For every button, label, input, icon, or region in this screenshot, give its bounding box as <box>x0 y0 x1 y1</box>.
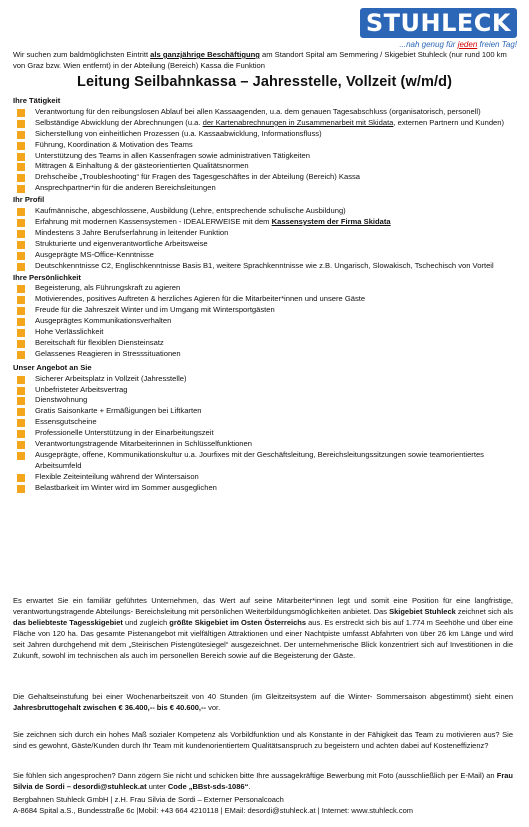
candidate-question-paragraph: Sie zeichnen sich durch ein hohes Maß sozialer Kompetenz als Vorbildfunktion und als Konstante in der Fähigkeit das Team zu motivieren aus? Sie sind es gewohnt, Gäste/Kunden durch Ihr Team mit kundenorientiertem Qualitätsanspruch zu begeistern und achten dabei auf Kosteneffizienz? <box>13 730 513 750</box>
list-item: Professionelle Unterstützung in der Einarbeitungszeit <box>13 428 513 439</box>
list-item: Selbständige Abwicklung der Abrechnungen (u.a. der Kartenabrechnungen in Zusammenarbeit mit Skidata, externen Partnern und Kunden) <box>13 118 513 129</box>
footer-contact-line-1: Bergbahnen Stuhleck GmbH | z.H. Frau Silvia de Sordi – Externer Personalcoach <box>13 795 284 804</box>
list-item: Begeisterung, als Führungskraft zu agieren <box>13 283 513 294</box>
list-item: Gelassenes Reagieren in Stresssituationen <box>13 349 513 360</box>
list-item: Verantwortungstragende Mitarbeiterinnen in Schlüsselfunktionen <box>13 439 513 450</box>
list-item: Kaufmännische, abgeschlossene, Ausbildung (Lehre, entsprechende schulische Ausbildung) <box>13 206 513 217</box>
list-item: Hohe Verlässlichkeit <box>13 327 513 338</box>
list-item: Ausgeprägte MS-Office-Kenntnisse <box>13 250 513 261</box>
list-item: Führung, Koordination & Motivation des Teams <box>13 140 513 151</box>
list-item: Sicherstellung von einheitlichen Prozessen (u.a. Kassaabwicklung, Informationsfluss) <box>13 129 513 140</box>
list-item: Verantwortung für den reibungslosen Ablauf bei allen Kassaagenden, u.a. dem genauen Tagesabschluss (organisatorisch, personell) <box>13 107 513 118</box>
list-item: Unterstützung des Teams in allen Kassenfragen sowie administrativen Tätigkeiten <box>13 151 513 162</box>
profil-list <box>13 206 513 271</box>
list-item: Mittragen & Einhaltung & der gästeorientierten Qualitätsnormen <box>13 161 513 172</box>
intro-text: Wir suchen zum baldmöglichsten Eintritt als ganzjährige Beschäftigung am Standort Spital am Semmering / Skigebiet Stuhleck (nur rund 100 km von Graz bzw. Wien entfernt) in der Abteilung (Bereich) Kassa die Funktion <box>13 50 507 70</box>
logo-tagline: ...nah genug für jeden freien Tag! <box>399 40 517 49</box>
list-item: Drehscheibe „Troubleshooting“ für Fragen des Tagesgeschäftes in der Abteilung (Bereich) Kassa <box>13 172 513 183</box>
company-description: Es erwartet Sie ein familiär geführtes Unternehmen, das Wert auf seine Mitarbeiter*innen legt und somit eine Position für eine langfristige, verantwortungstragende Abteilungs- Bereichsleitung mit persönlichen Weiterbildungsmöglichkeiten anbietet. Das Skigebiet Stuhleck zeichnet sich als das beliebteste Tagesskigebiet und zugleich größte Skigebiet im Osten Österreichs aus. Es erstreckt sich bis auf 1.774 m Seehöhe und über eine Fläche von 120 ha. Das gesamte Pistenangebot mit vielfältigen Attraktionen und einer Nachtpiste umfasst Abfahrten von über 26 km Länge und wird seit Jahren durchgehend mit dem „Steirischen Pistengütesiegel“ ausgezeichnet. Der unternehmerische Blick konzentriert sich auf Investitionen in die Zukunft, sowohl im technischen als auch im personellen Bereich sowie auf die Begeisterung der Gäste. <box>13 596 513 660</box>
list-item: Ansprechpartner*in für die anderen Bereichsleitungen <box>13 183 513 194</box>
salary-paragraph: Die Gehaltseinstufung bei einer Wochenarbeitszeit von 40 Stunden (im Gleitzeitsystem auf die Winter- Sommersaison abgestimmt) sieht einen Jahresbruttogehalt zwischen € 36.400,-- bis € 40.600,-- vor. <box>13 692 513 712</box>
list-item: Freude für die Jahreszeit Winter und im Umgang mit Wintersportgästen <box>13 305 513 316</box>
section-heading-persoenlichkeit: Ihre Persönlichkeit <box>13 272 81 282</box>
application-paragraph: Sie fühlen sich angesprochen? Dann zögern Sie nicht und schicken bitte Ihre aussagekräftige Bewerbung mit Foto (ausschließlich per E-Mail) an Frau Silvia de Sordi – desordi@stuhleck.at unter Code „BBst-sds-1086“. <box>13 771 513 791</box>
list-item: Essensgutscheine <box>13 417 513 428</box>
list-item: Motivierendes, positives Auftreten & herzliches Agieren für die Mitarbeiter*innen und unsere Gäste <box>13 294 513 305</box>
list-item: Mindestens 3 Jahre Berufserfahrung in leitender Funktion <box>13 228 513 239</box>
job-details <box>13 96 513 495</box>
list-item: Gratis Saisonkarte + Ermäßigungen bei Liftkarten <box>13 406 513 417</box>
persoenlichkeit-list <box>13 283 513 359</box>
angebot-list <box>13 374 513 494</box>
logo-wordmark: STUHLECK <box>360 8 517 38</box>
footer-contact-line-2: A-8684 Spital a.S., Bundesstraße 6c |Mobil: +43 664 4210118 | EMail: desordi@stuhleck.at | Internet: www.stuhleck.com <box>13 806 413 815</box>
list-item: Strukturierte und eigenverantwortliche Arbeitsweise <box>13 239 513 250</box>
list-item: Belastbarkeit im Winter wird im Sommer ausgeglichen <box>13 483 513 494</box>
list-item: Erfahrung mit modernen Kassensystemen - IDEALERWEISE mit dem Kassensystem der Firma Skidata <box>13 217 513 228</box>
list-item: Sicherer Arbeitsplatz in Vollzeit (Jahresstelle) <box>13 374 513 385</box>
page-title: Leitung Seilbahnkassa – Jahresstelle, Vollzeit (w/m/d) <box>77 74 452 90</box>
list-item: Ausgeprägtes Kommunikationsverhalten <box>13 316 513 327</box>
taetigkeit-list <box>13 107 513 194</box>
stuhleck-logo <box>367 8 517 54</box>
list-item: Unbefristeter Arbeitsvertrag <box>13 385 513 396</box>
list-item: Flexible Zeiteinteilung während der Wintersaison <box>13 472 513 483</box>
section-heading-angebot: Unser Angebot an Sie <box>13 362 92 372</box>
list-item: Dienstwohnung <box>13 395 513 406</box>
section-heading-profil: Ihr Profil <box>13 195 45 205</box>
list-item: Bereitschaft für flexiblen Diensteinsatz <box>13 338 513 349</box>
section-heading-taetigkeit: Ihre Tätigkeit <box>13 96 61 105</box>
list-item: Ausgeprägte, offene, Kommunikationskultur u.a. Jourfixes mit der Geschäftsleitung, Bereichsleitungssitzungen sowie teamorientiertes Arbeitsumfeld <box>13 450 513 472</box>
list-item: Deutschkenntnisse C2, Englischkenntnisse Basis B1, weitere Sprachkenntnisse wie z.B. Ungarisch, Slowakisch, Tschechisch von Vorteil <box>13 261 513 272</box>
